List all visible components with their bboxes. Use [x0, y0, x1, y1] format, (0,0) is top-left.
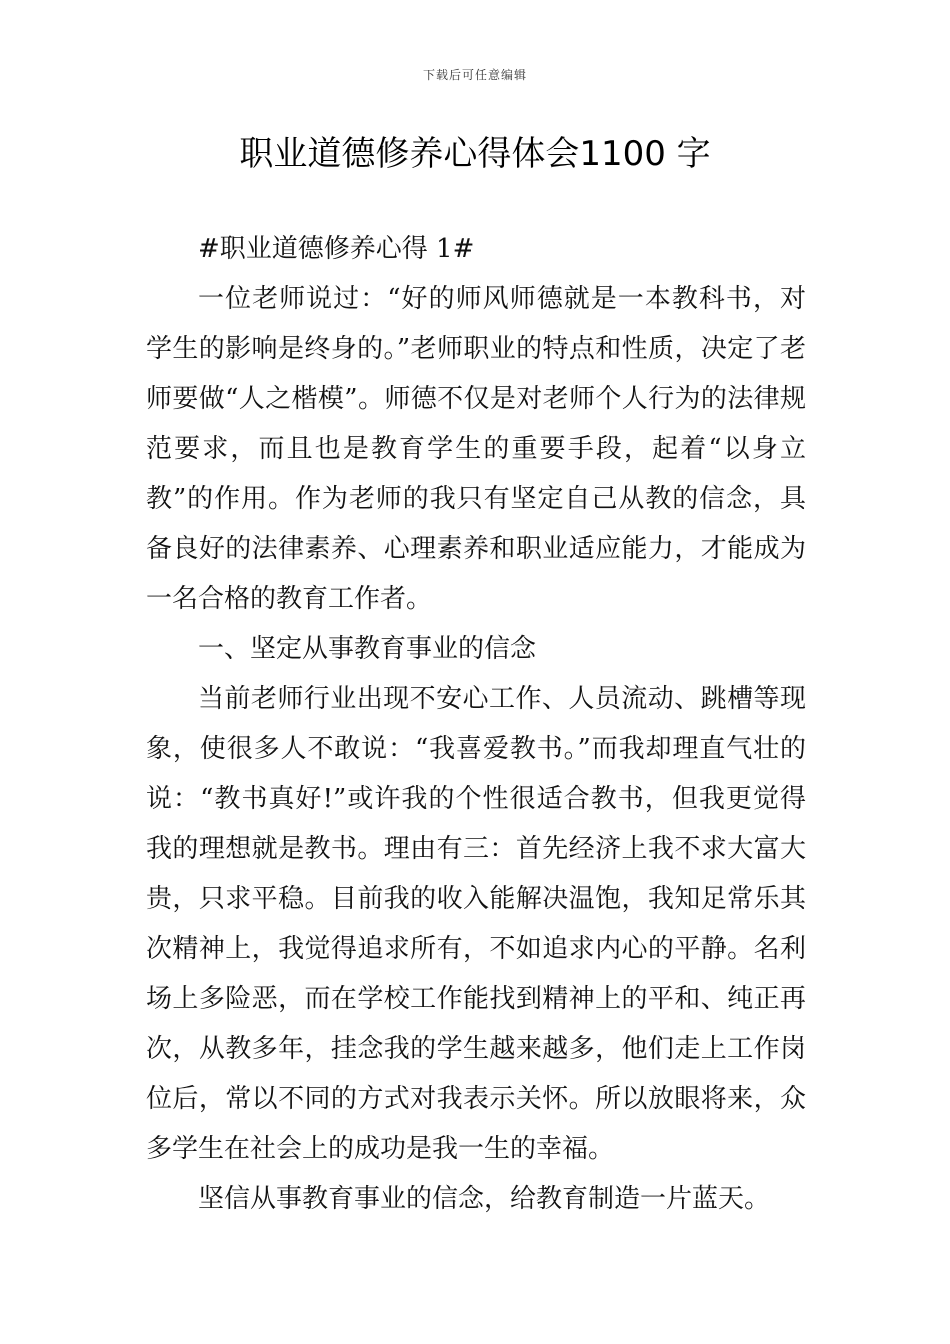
paragraph-intro: 一位老师说过：“好的师风师德就是一本教科书，对学生的影响是终身的。”老师职业的特点和性质，决定了老师要做“人之楷模”。师德不仅是对老师个人行为的法律规范要求，而且也是教育学生的重要手段，起着“以身立教”的作用。作为老师的我只有坚定自己从教的信念，具备良好的法律素养、心理素养和职业适应能力，才能成为一名合格的教育工作者。: [146, 284, 806, 614]
document-body: [146, 224, 806, 1224]
section-heading: 一、坚定从事教育事业的信念: [198, 634, 537, 664]
paragraph-body: 当前老师行业出现不安心工作、人员流动、跳槽等现象，使很多人不敢说：“我喜爱教书。”而我却理直气壮的说：“教书真好!”或许我的个性很适合教书，但我更觉得我的理想就是教书。理由有三：首先经济上我不求大富大贵，只求平稳。目前我的收入能解决温饱，我知足常乐其次精神上，我觉得追求所有，不如追求内心的平静。名利场上多险恶，而在学校工作能找到精神上的平和、纯正再次，从教多年，挂念我的学生越来越多，他们走上工作岗位后，常以不同的方式对我表示关怀。所以放眼将来，众多学生在社会上的成功是我一生的幸福。: [146, 684, 806, 1164]
document-title: 职业道德修养心得体会1100 字: [239, 134, 711, 174]
section-marker: #职业道德修养心得 1#: [198, 234, 475, 264]
paragraph-conclusion: 坚信从事教育事业的信念，给教育制造一片蓝天。: [198, 1184, 771, 1214]
page-header-note: 下载后可任意编辑: [422, 68, 527, 82]
